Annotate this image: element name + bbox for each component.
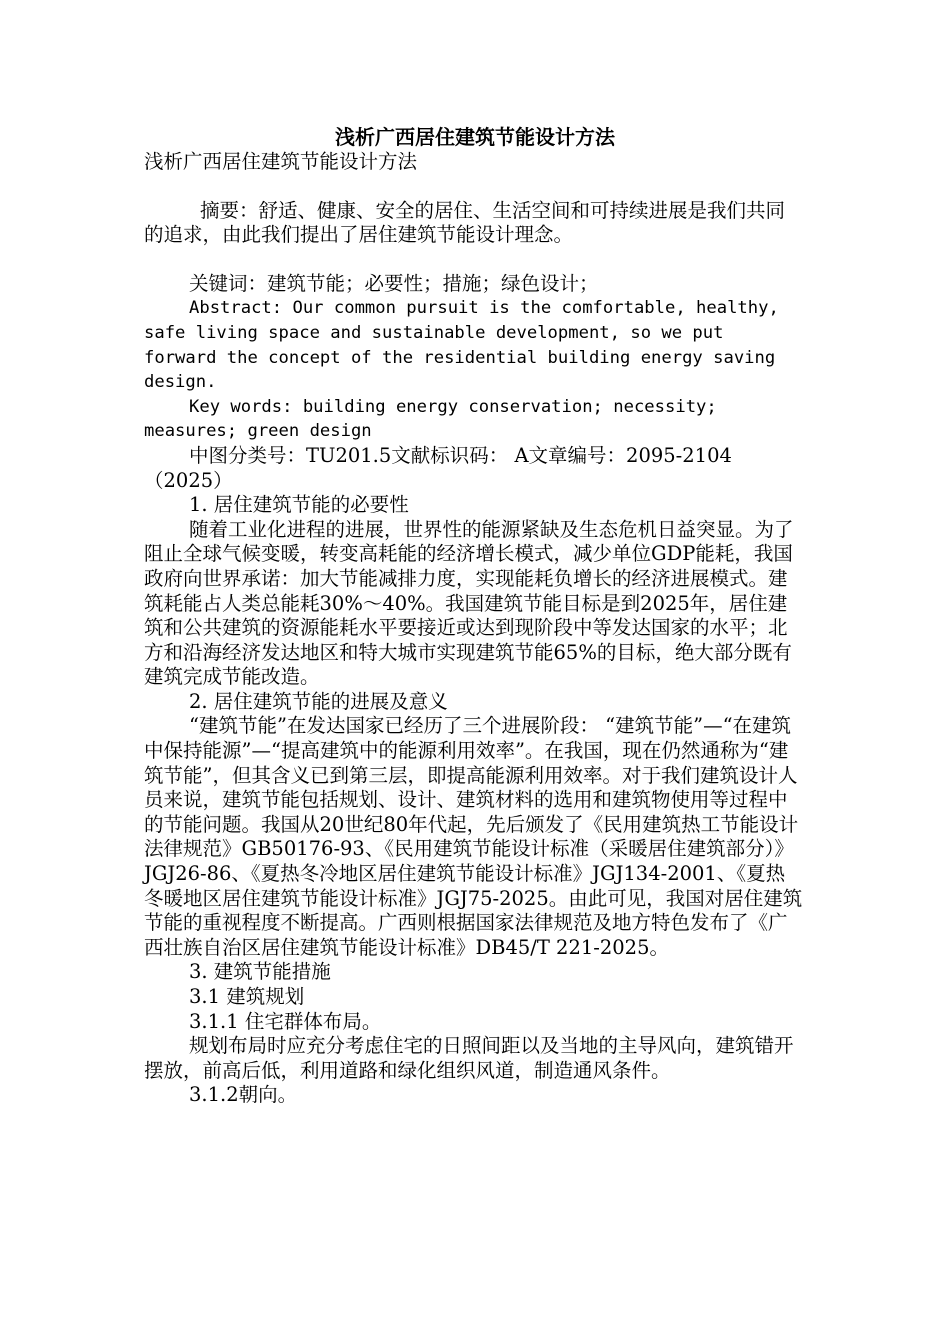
body-paragraph: 随着工业化进程的进展，世界性的能源紧缺及生态危机日益突显。为了阻止全球气候变暖，转变高耗能的经济增长模式，减少单位GDP能耗，我国政府向世界承诺：加大节能减排力度，实现能耗负增长的经济进展模式。建筑耗能占人类总能耗30%～40%。我国建筑节能目标是到2025年，居住建筑和公共建筑的资源能耗水平要接近或达到现阶段中等发达国家的水平；北方和沿海经济发达地区和特大城市实现建筑节能65%的目标，绝大部分既有建筑完成节能改造。 (144, 517, 794, 689)
paragraph-gap (144, 248, 804, 272)
body-paragraph: “建筑节能”在发达国家已经历了三个进展阶段： “建筑节能”—“在建筑中保持能源”—“提高建筑中的能源利用效率”。在我国，现在仍然通称为“建筑节能”，但其含义已到第三层，即提高能源利用效率。对于我们建筑设计人员来说，建筑节能包括规划、设计、建筑材料的选用和建筑物使用等过程中的节能问题。我国从20世纪80年代起，先后颁发了《民用建筑热工节能设计法律规范》GB50176-93、《民用建筑节能设计标准（采暖居住建筑部分）》JGJ26-86、《夏热冬冷地区居住建筑节能设计标准》JGJ134-2001、《夏热冬暖地区居住建筑节能设计标准》JGJ75-2025。由此可见，我国对居住建筑节能的重视程度不断提高。广西则根据国家法律规范及地方特色发布了《广西壮族自治区居住建筑节能设计标准》DB45/T 221-2025。 (144, 714, 803, 959)
subsection-heading: 3.1 建筑规划 (189, 985, 305, 1008)
document-body (144, 150, 804, 1108)
abstract-en-paragraph: Abstract: Our common pursuit is the comfortable, healthy, safe living space and sustainable development, so we put forward the concept of the residential building energy saving design. (144, 298, 779, 393)
document-subtitle: 浅析广西居住建筑节能设计方法 (144, 150, 418, 173)
document-title: 浅析广西居住建筑节能设计方法 (335, 125, 615, 149)
section-heading: 2. 居住建筑节能的进展及意义 (189, 689, 448, 713)
section-heading: 3. 建筑节能措施 (189, 960, 331, 984)
keywords-paragraph: 关键词：建筑节能；必要性；措施；绿色设计； (189, 271, 599, 295)
section-heading: 1. 居住建筑节能的必要性 (189, 493, 409, 517)
paragraph-gap (144, 175, 804, 199)
subsubsection-heading: 3.1.2朝向。 (189, 1083, 298, 1107)
keywords-en-paragraph: Key words: building energy conservation; necessity; measures; green design (144, 396, 717, 442)
classification-paragraph: 中图分类号：TU201.5文献标识码： A文章编号：2095-2104（2025） (144, 443, 732, 492)
abstract-paragraph: 摘要：舒适、健康、安全的居住、生活空间和可持续进展是我们共同的追求，由此我们提出了居住建筑节能设计理念。 (144, 198, 786, 247)
subsubsection-heading: 3.1.1 住宅群体布局。 (189, 1009, 382, 1033)
body-paragraph: 规划布局时应充分考虑住宅的日照间距以及当地的主导风向，建筑错开摆放，前高后低，利用道路和绿化组织风道，制造通风条件。 (144, 1034, 794, 1082)
